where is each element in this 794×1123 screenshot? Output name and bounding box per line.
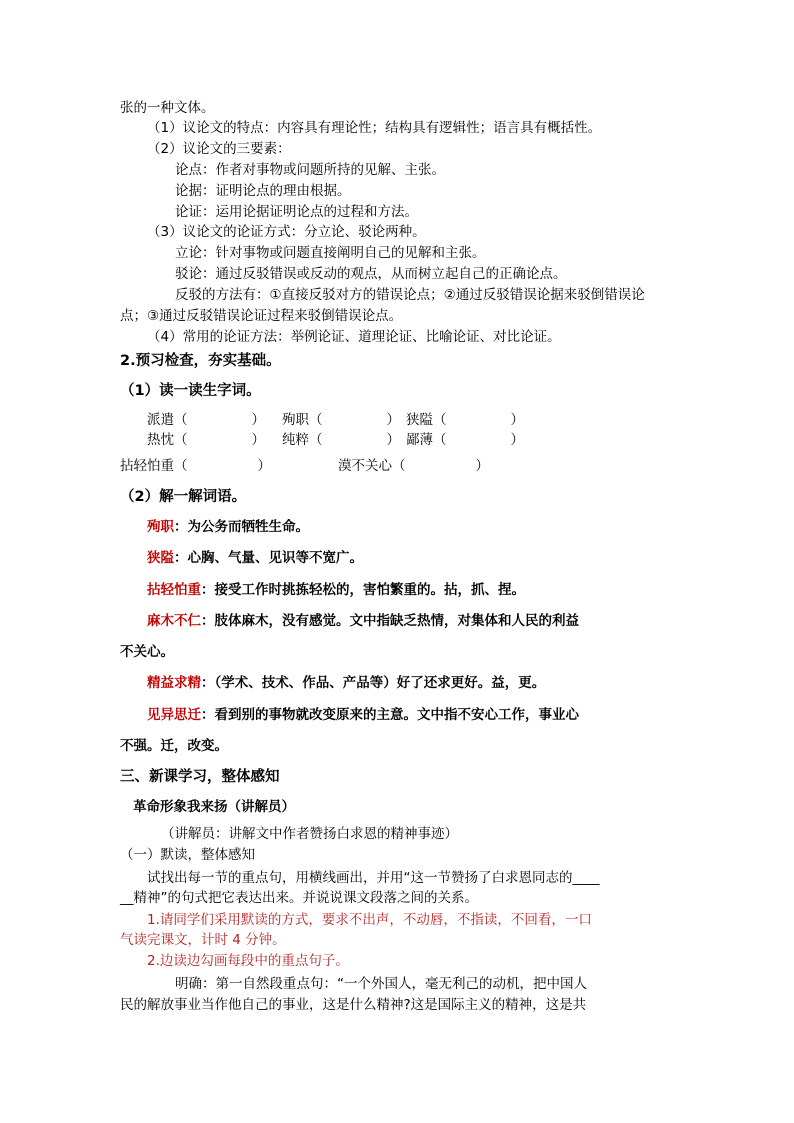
- vocab-word: 派遣（: [147, 412, 188, 428]
- definition-row: 见异思迁：看到别的事物就改变原来的主意。文中指不安心工作，事业心: [147, 707, 579, 723]
- intro-point-1: （1）议论文的特点：内容具有理论性；结构具有逻辑性；语言具有概括性。: [147, 120, 602, 136]
- refute-methods-line-2: 点；③通过反驳错误论证过程来驳倒错误论点。: [120, 308, 403, 324]
- definition-row: 精益求精：（学术、技术、作品、产品等）好了还求更好。益，更。: [147, 675, 546, 691]
- definition-text: 看到别的事物就改变原来的主意。文中指不安心工作，事业心: [214, 707, 579, 723]
- method-refute: 驳论：通过反驳错误或反动的观点，从而树立起自己的正确论点。: [175, 266, 567, 282]
- vocab-close: ）: [386, 412, 400, 428]
- answer-line-1: 明确：第一自然段重点句：“一个外国人，毫无利己的动机，把中国人: [175, 976, 587, 992]
- vocab-close: ）: [251, 412, 265, 428]
- section-2-sub-2: （2）解一解词语。: [120, 489, 247, 505]
- intro-point-4: （4）常用的论证方法：举例论证、道理论证、比喻论证、对比论证。: [147, 329, 561, 345]
- element-thesis: 论点：作者对事物或问题所持的见解、主张。: [175, 162, 445, 178]
- definition-row: 殉职：为公务而牺牲生命。: [147, 519, 309, 535]
- definition-text: 心胸、气量、见识等不宽广。: [187, 550, 363, 566]
- vocab-close: ）: [257, 458, 271, 474]
- definition-text: 接受工作时挑拣轻松的，害怕繁重的。拈，抓、捏。: [214, 582, 525, 598]
- vocab-item: [406, 410, 524, 430]
- element-evidence: 论据：证明论点的理由根据。: [175, 183, 351, 199]
- definition-term: 狭隘: [147, 550, 174, 566]
- vocab-close: ）: [475, 458, 489, 474]
- vocab-word: 殉职（: [282, 412, 323, 428]
- vocab-item: [406, 430, 524, 450]
- definition-term: 精益求精: [147, 675, 201, 691]
- section-2-heading: 2.预习检查，夯实基础。: [120, 353, 281, 369]
- vocab-word: 漠不关心（: [338, 458, 406, 474]
- vocab-word: 拈轻怕重（: [120, 458, 188, 474]
- vocab-close: ）: [386, 432, 400, 448]
- answer-line-2: 民的解放事业当作他自己的事业，这是什么精神?这是国际主义的精神，这是共: [120, 997, 587, 1013]
- vocab-word: 狭隘（: [406, 412, 447, 428]
- vocab-word: 热忱（: [147, 432, 188, 448]
- definition-term: 见异思迁: [147, 707, 201, 723]
- task-line-1: 试找出每一节的重点句，用横线画出，并用“这一节赞扬了白求恩同志的____: [147, 870, 600, 886]
- intro-point-2: （2）议论文的三要素：: [147, 141, 291, 157]
- vocab-word: 鄙薄（: [406, 432, 447, 448]
- instruction-1-line-1: 1.请同学们采用默读的方式，要求不出声，不动唇，不指读，不回看，一口: [147, 912, 592, 928]
- definition-text: 为公务而牺牲生命。: [187, 519, 309, 535]
- section-2-sub-1: （1）读一读生字词。: [120, 383, 261, 399]
- definition-term: 麻木不仁: [147, 613, 201, 629]
- definition-term: 殉职: [147, 519, 174, 535]
- role-title: 革命形象我来扬（讲解员）: [133, 799, 295, 815]
- instruction-2: 2.边读边勾画每段中的重点句子。: [147, 953, 349, 969]
- task-line-2: __精神”的句式把它表达出来。并说说课文段落之间的关系。: [120, 890, 478, 906]
- definition-row: 狭隘：心胸、气量、见识等不宽广。: [147, 550, 363, 566]
- definition-row: 拈轻怕重：接受工作时挑拣轻松的，害怕繁重的。拈，抓、捏。: [147, 582, 525, 598]
- definition-continuation: 不强。迁，改变。: [120, 738, 228, 754]
- vocab-item: [282, 430, 400, 450]
- definition-row: 麻木不仁：肢体麻木，没有感觉。文中指缺乏热情，对集体和人民的利益: [147, 613, 579, 629]
- definition-text: （学术、技术、作品、产品等）好了还求更好。益，更。: [214, 675, 546, 691]
- method-establish: 立论：针对事物或问题直接阐明自己的见解和主张。: [175, 245, 486, 261]
- refute-methods-line-1: 反驳的方法有：①直接反驳对方的错误论点；②通过反驳错误论据来驳倒错误论: [175, 287, 645, 303]
- section-3-heading: 三、新课学习，整体感知: [120, 769, 280, 785]
- role-description: （讲解员：讲解文中作者赞扬白求恩的精神事迹）: [161, 826, 458, 842]
- vocab-close: ）: [510, 412, 524, 428]
- vocab-item: [338, 456, 489, 476]
- vocab-item: [147, 430, 265, 450]
- vocab-close: ）: [510, 432, 524, 448]
- definition-text: 肢体麻木，没有感觉。文中指缺乏热情，对集体和人民的利益: [214, 613, 579, 629]
- intro-point-3: （3）议论文的论证方式：分立论、驳论两种。: [147, 224, 426, 240]
- definition-term: 拈轻怕重: [147, 582, 201, 598]
- intro-line-0: 张的一种文体。: [120, 100, 215, 116]
- vocab-item: [147, 410, 265, 430]
- element-argumentation: 论证：运用论据证明论点的过程和方法。: [175, 204, 418, 220]
- subsection-1-heading: （一）默读，整体感知: [120, 847, 255, 863]
- instruction-1-line-2: 气读完课文，计时 4 分钟。: [120, 932, 286, 948]
- vocab-item: [282, 410, 400, 430]
- definition-continuation: 不关心。: [120, 644, 174, 660]
- vocab-word: 纯粹（: [282, 432, 323, 448]
- vocab-item: [120, 456, 271, 476]
- vocab-close: ）: [251, 432, 265, 448]
